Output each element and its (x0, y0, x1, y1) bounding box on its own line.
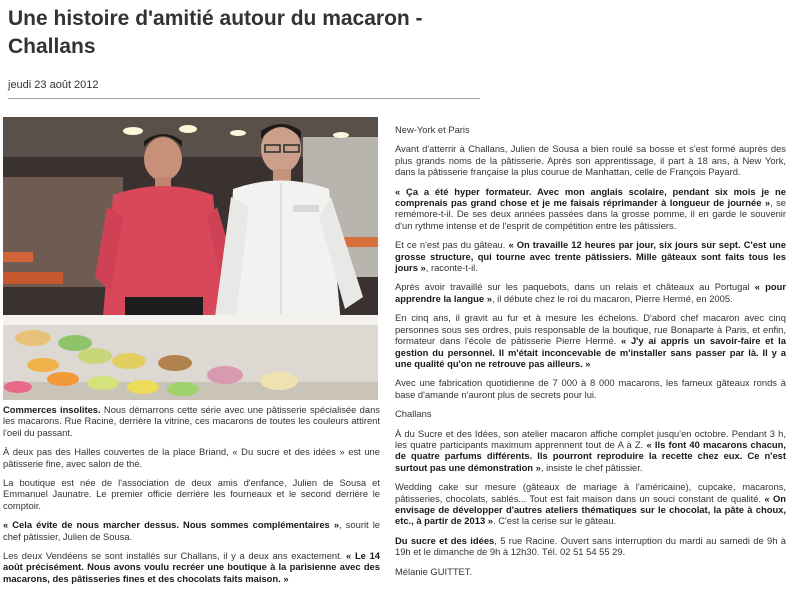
paragraph (395, 428, 786, 474)
paragraph: La boutique est née de l'association de deux amis d'enfance, Julien de Sousa et Emmanuel Jaunatre. Le premier officie derrière les fourneaux et le second derrière le comptoir. (3, 477, 380, 511)
paragraph (3, 404, 380, 438)
header-divider (8, 98, 480, 99)
paragraph-text: En cinq ans, il gravit au fur et à mesure les échelons. D'abord chef macaron avec cinq personnes sous ses ordres, puis responsable de la boutique, rue Bonaparte à Paris, et enfin, formateur dans l'école de pâtisserie Pierre Hermé. (395, 312, 786, 347)
paragraph-text: , 5 rue Racine. Ouvert sans interruption du mardi au samedi de 9h à 19h et le dimanche de 9h à 12h30. Tél. 02 51 54 55 29. (395, 534, 786, 558)
paragraph: À deux pas des Halles couvertes de la place Briand, « Du sucre et des idées » est une pâtisserie fine, avec salon de thé. (3, 446, 380, 469)
paragraph (395, 535, 786, 558)
paragraph (395, 239, 786, 273)
article-title: Une histoire d'amitié autour du macaron - Challans (8, 7, 423, 58)
paragraph: Avant d'atterrir à Challans, Julien de Sousa a bien roulé sa bosse et s'est formé auprès des plus grands noms de la pâtisserie. Après son apprentissage, il part à 18 ans, à New York, dans la pâtisserie française la plus courue de Manhattan, celle de François Payard. (395, 143, 786, 178)
lead-bold: Commerces insolites. (3, 404, 101, 415)
paragraph-text: , raconte-t-il. (425, 262, 478, 274)
paragraph (395, 281, 786, 304)
shop-name-bold: Du sucre et des idées (395, 534, 495, 546)
article-photo (3, 117, 378, 400)
quote-bold: « Ils font 40 macarons chacun, de quatre parfums différents. Ils pourront reproduire la recette chez eux. Ce n'est surtout pas une démonstration » (395, 438, 786, 473)
quote-bold: « Cela évite de nous marcher dessus. Nous sommes complémentaires » (3, 519, 340, 531)
subheading-challans: Challans (395, 408, 432, 420)
subheading-new-york: New-York et Paris (395, 124, 470, 135)
paragraph-text: Après avoir travaillé sur les paquebots, dans un relais et châteaux au Portugal (395, 281, 755, 293)
quote-bold: « On travaille 12 heures par jour, six jours sur sept. C'est une grosse structure, qui tourne avec trente pâtissiers. Mille gâteaux sont faits tous les jours » (395, 239, 786, 274)
quote-bold: « pour apprendre la langue » (395, 281, 786, 304)
paragraph-text: Les deux Vendéens se sont installés sur Challans, il y a deux ans exactement. (3, 550, 347, 562)
paragraph-text: . C'est la cerise sur le gâteau. (492, 515, 617, 527)
paragraph-text: Et ce n'est pas du gâteau. (395, 239, 509, 251)
paragraph (3, 550, 380, 584)
paragraph (3, 519, 380, 542)
paragraph-text: , sourit le chef pâtissier, Julien de Sousa. (3, 519, 380, 542)
left-column (3, 404, 380, 592)
quote-bold: « J'y ai appris un savoir-faire et la gestion du personnel. Il m'était inconcevable de m'installer sans passer par là. Il y a une qualité qu'on ne retrouve pas ailleurs. » (395, 335, 786, 369)
quote-bold: « Ça a été hyper formateur. Avec mon anglais scolaire, pendant six mois je ne comprenais pas grand chose et je me faisais réprimander à longueur de journée » (395, 185, 786, 209)
paragraph (395, 312, 786, 369)
quote-bold: « Le 14 août précisément. Nous avons voulu recréer une boutique à la parisienne avec des macarons, des pâtisseries fines et des chocolats faits maison. » (3, 550, 380, 584)
article-date: jeudi 23 août 2012 (8, 79, 99, 91)
paragraph-text: , insiste le chef pâtissier. (540, 461, 643, 473)
paragraph-text: , se remémore-t-il. De ses deux années passées dans la grosse pomme, il en garde le souvenir d'un rythme intense et de l'esprit de compétition entre les pâtissiers. (395, 197, 786, 231)
paragraph-text: Nous démarrons cette série avec une pâtisserie spécialisée dans les macarons. Rue Racine, derrière la vitrine, ces macarons de toutes les couleurs attirent l'oeil du passant. (3, 404, 380, 438)
right-column (395, 124, 786, 577)
paragraph: Avec une fabrication quotidienne de 7 000 à 8 000 macarons, les fameux gâteaux ronds à base d'amande n'auront plus de secrets pour lui. (395, 377, 786, 400)
paragraph (395, 186, 786, 232)
quote-bold: « On envisage de développer d'autres ateliers thématiques sur le chocolat, la pâte à choux, etc., à partir de 2013 » (395, 492, 786, 527)
paragraph-text: À du Sucre et des Idées, son atelier macaron affiche complet jusqu'en octobre. Pendant 3 h, les quatre participants maximum apprennent tout de A à Z. (395, 427, 786, 450)
paragraph-text: , il débute chez le roi du macaron, Pierre Hermé, en 2005. (491, 292, 733, 304)
paragraph-text: Wedding cake sur mesure (gâteaux de mariage à l'américaine), cupcake, macarons, pâtisseries, chocolats, sablés... Tout est fait maison dans un souci constant de qualité. (395, 481, 786, 504)
paragraph (395, 481, 786, 527)
author-signature: Mélanie GUITTET. (395, 565, 473, 577)
